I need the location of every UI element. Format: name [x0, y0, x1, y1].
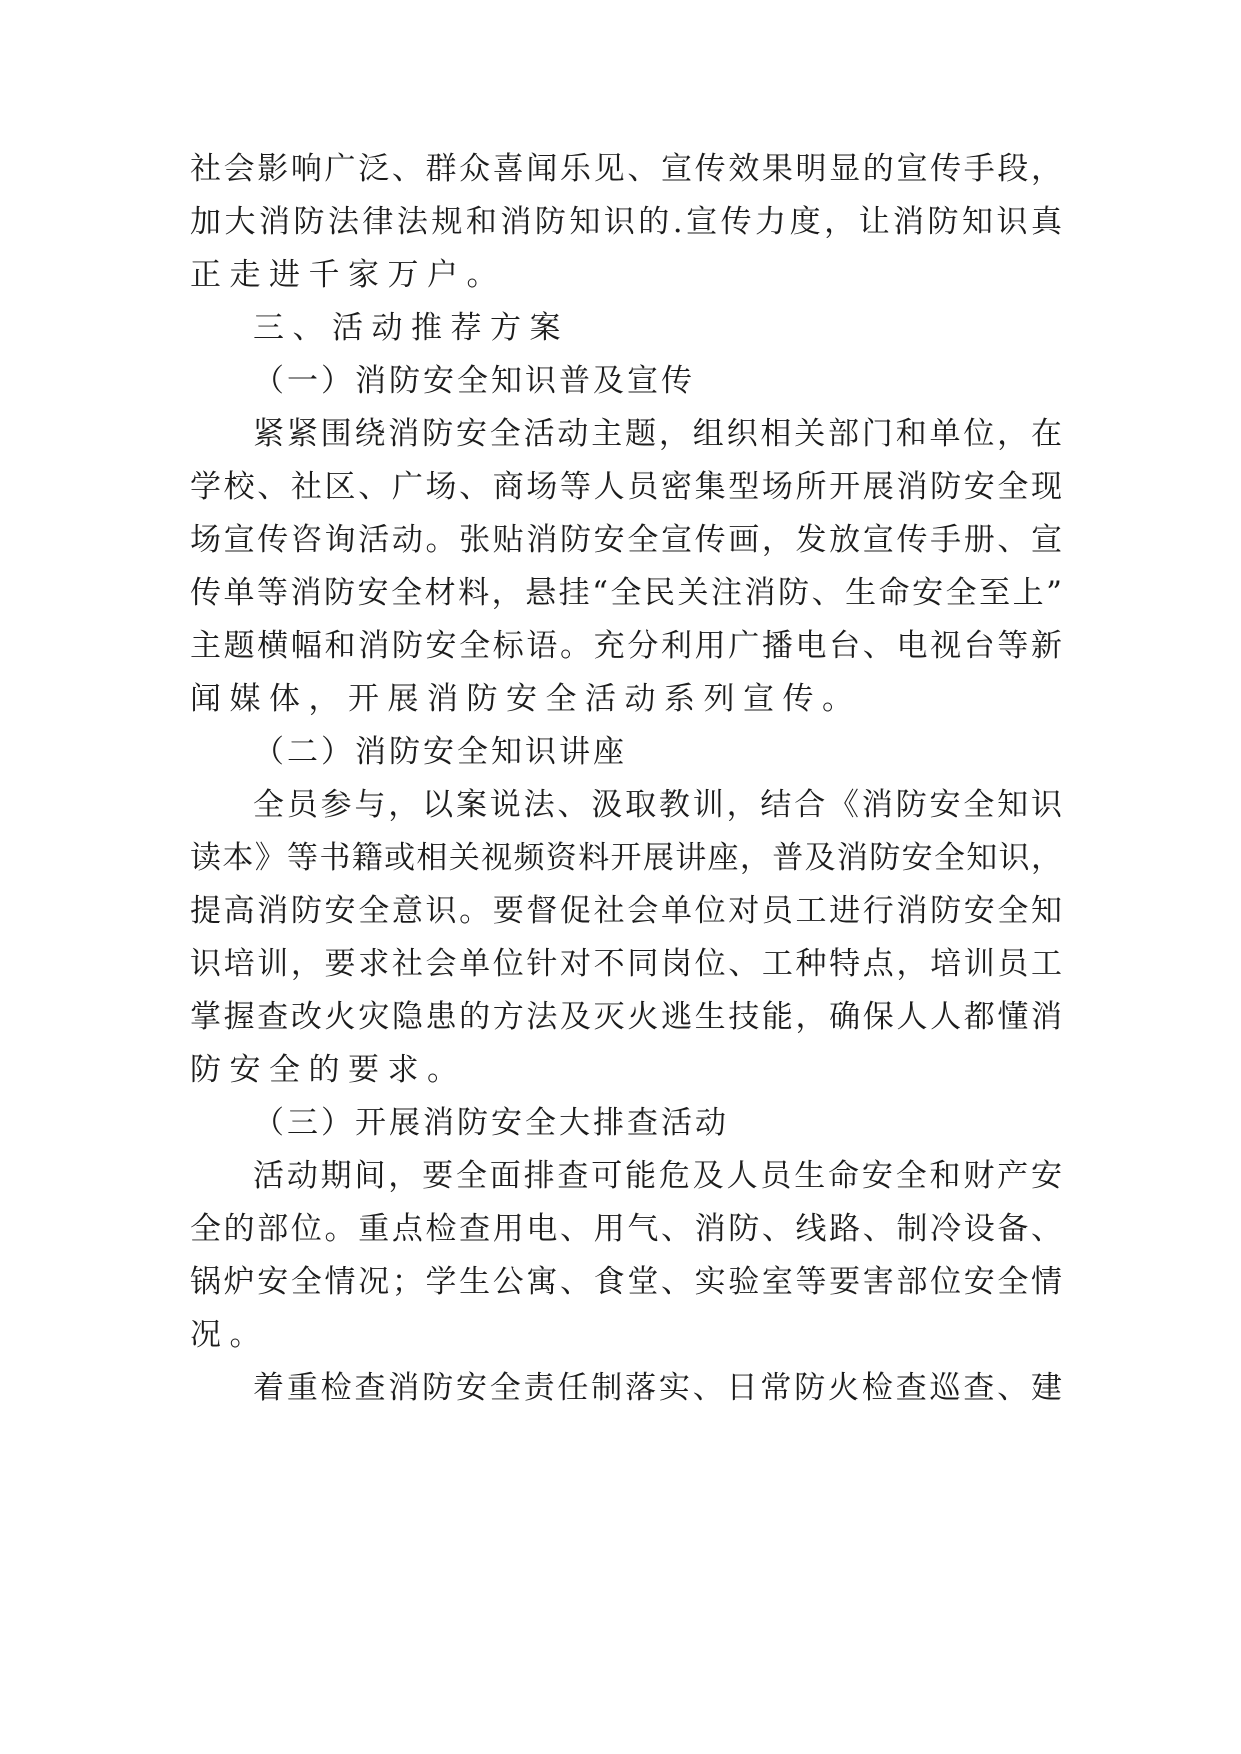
subsection-heading: （二）消防安全知识讲座 — [253, 734, 627, 770]
body-text-line: 况。 — [190, 1317, 269, 1353]
subsection-heading: （一）消防安全知识普及宣传 — [253, 363, 695, 399]
body-text-line: 读本》等书籍或相关视频资料开展讲座，普及消防安全知识， — [190, 840, 1062, 876]
body-text-line: 传单等消防安全材料，悬挂“全民关注消防、生命安全至上” — [190, 575, 1062, 611]
body-text-line: 提高消防安全意识。要督促社会单位对员工进行消防安全知 — [190, 893, 1062, 929]
body-text-line: 闻媒体，开展消防安全活动系列宣传。 — [190, 681, 862, 717]
body-text-line: 着重检查消防安全责任制落实、日常防火检查巡查、建 — [253, 1370, 1062, 1406]
body-text-line: 锅炉安全情况；学生公寓、食堂、实验室等要害部位安全情 — [190, 1264, 1062, 1300]
body-text-line: 社会影响广泛、群众喜闻乐见、宣传效果明显的宣传手段， — [190, 151, 1062, 187]
body-text-line: 防安全的要求。 — [190, 1052, 467, 1088]
body-text-line: 活动期间，要全面排查可能危及人员生命安全和财产安 — [253, 1158, 1062, 1194]
section-heading: 三、活动推荐方案 — [253, 310, 569, 346]
body-text-line: 正走进千家万户。 — [190, 257, 506, 293]
body-text-line: 加大消防法律法规和消防知识的.宣传力度，让消防知识真 — [190, 204, 1062, 240]
body-text-line: 掌握查改火灾隐患的方法及灭火逃生技能，确保人人都懂消 — [190, 999, 1062, 1035]
body-text-line: 识培训，要求社会单位针对不同岗位、工种特点，培训员工 — [190, 946, 1062, 982]
body-text-line: 学校、社区、广场、商场等人员密集型场所开展消防安全现 — [190, 469, 1062, 505]
body-text-line: 紧紧围绕消防安全活动主题，组织相关部门和单位，在 — [253, 416, 1062, 452]
body-text-line: 全的部位。重点检查用电、用气、消防、线路、制冷设备、 — [190, 1211, 1062, 1247]
subsection-heading: （三）开展消防安全大排查活动 — [253, 1105, 729, 1141]
body-text-line: 全员参与，以案说法、汲取教训，结合《消防安全知识 — [253, 787, 1062, 823]
body-text-line: 主题横幅和消防安全标语。充分利用广播电台、电视台等新 — [190, 628, 1062, 664]
body-text-line: 场宣传咨询活动。张贴消防安全宣传画，发放宣传手册、宣 — [190, 522, 1062, 558]
